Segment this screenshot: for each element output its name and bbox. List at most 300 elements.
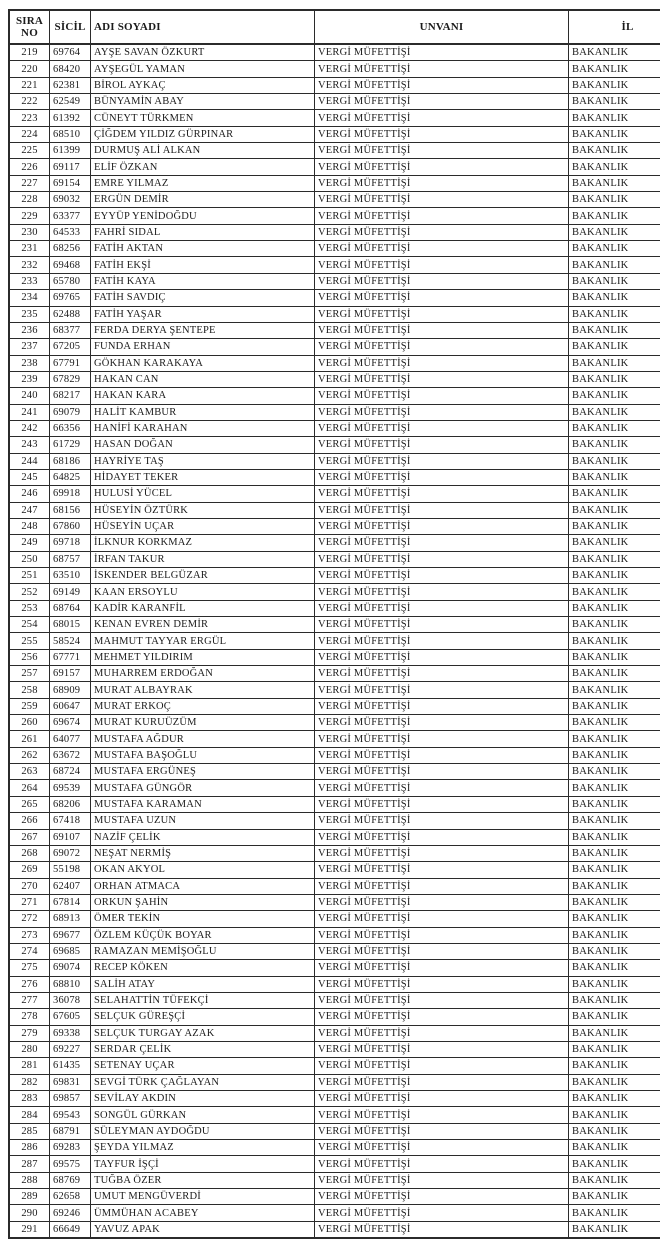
cell-sicil: 36078: [50, 992, 91, 1008]
cell-unvani: VERGİ MÜFETTİŞİ: [315, 747, 569, 763]
cell-il: BAKANLIK: [569, 731, 660, 747]
cell-sira-no: 254: [9, 617, 50, 633]
table-row: [9, 208, 660, 224]
cell-il: BAKANLIK: [569, 1205, 660, 1221]
cell-unvani: VERGİ MÜFETTİŞİ: [315, 911, 569, 927]
table-row: [9, 437, 660, 453]
cell-unvani: VERGİ MÜFETTİŞİ: [315, 568, 569, 584]
cell-sicil: 69718: [50, 535, 91, 551]
table-row: [9, 698, 660, 714]
table-row: [9, 764, 660, 780]
cell-adi-soyadi: FATİH SAVDIÇ: [91, 290, 315, 306]
cell-unvani: VERGİ MÜFETTİŞİ: [315, 780, 569, 796]
table-row: [9, 339, 660, 355]
cell-sira-no: 256: [9, 649, 50, 665]
cell-sira-no: 278: [9, 1009, 50, 1025]
cell-adi-soyadi: AYŞEGÜL YAMAN: [91, 61, 315, 77]
cell-unvani: VERGİ MÜFETTİŞİ: [315, 159, 569, 175]
cell-il: BAKANLIK: [569, 1091, 660, 1107]
cell-sira-no: 238: [9, 355, 50, 371]
table-row: [9, 584, 660, 600]
cell-adi-soyadi: SEVİLAY AKDIN: [91, 1091, 315, 1107]
cell-sicil: 60647: [50, 698, 91, 714]
table-row: [9, 535, 660, 551]
table-row: [9, 1221, 660, 1238]
cell-sicil: 69157: [50, 666, 91, 682]
cell-unvani: VERGİ MÜFETTİŞİ: [315, 371, 569, 387]
personnel-table: [8, 9, 660, 1239]
table-row: [9, 388, 660, 404]
header-il: İL: [569, 10, 660, 44]
cell-adi-soyadi: İLKNUR KORKMAZ: [91, 535, 315, 551]
cell-sira-no: 284: [9, 1107, 50, 1123]
table-row: [9, 224, 660, 240]
cell-sira-no: 273: [9, 927, 50, 943]
cell-unvani: VERGİ MÜFETTİŞİ: [315, 241, 569, 257]
table-row: [9, 257, 660, 273]
cell-unvani: VERGİ MÜFETTİŞİ: [315, 437, 569, 453]
cell-sira-no: 253: [9, 600, 50, 616]
cell-adi-soyadi: RECEP KÖKEN: [91, 960, 315, 976]
table-row: [9, 715, 660, 731]
cell-adi-soyadi: HALİT KAMBUR: [91, 404, 315, 420]
cell-unvani: VERGİ MÜFETTİŞİ: [315, 1091, 569, 1107]
cell-sira-no: 282: [9, 1074, 50, 1090]
table-row: [9, 796, 660, 812]
table-row: [9, 633, 660, 649]
cell-adi-soyadi: MURAT ERKOÇ: [91, 698, 315, 714]
cell-sira-no: 224: [9, 126, 50, 142]
cell-sira-no: 219: [9, 44, 50, 61]
cell-sira-no: 227: [9, 175, 50, 191]
cell-sicil: 64077: [50, 731, 91, 747]
cell-unvani: VERGİ MÜFETTİŞİ: [315, 894, 569, 910]
table-body: [9, 44, 660, 1238]
cell-sicil: 68015: [50, 617, 91, 633]
cell-unvani: VERGİ MÜFETTİŞİ: [315, 682, 569, 698]
table-row: [9, 617, 660, 633]
cell-sicil: 67771: [50, 649, 91, 665]
cell-sicil: 61399: [50, 143, 91, 159]
table-row: [9, 290, 660, 306]
table-row: [9, 1205, 660, 1221]
cell-sicil: 62407: [50, 878, 91, 894]
cell-adi-soyadi: RAMAZAN MEMİŞOĞLU: [91, 943, 315, 959]
cell-adi-soyadi: MUHARREM ERDOĞAN: [91, 666, 315, 682]
cell-sicil: 69074: [50, 960, 91, 976]
cell-sira-no: 232: [9, 257, 50, 273]
cell-il: BAKANLIK: [569, 1172, 660, 1188]
cell-sira-no: 240: [9, 388, 50, 404]
cell-il: BAKANLIK: [569, 208, 660, 224]
cell-sicil: 68256: [50, 241, 91, 257]
cell-sira-no: 289: [9, 1189, 50, 1205]
cell-il: BAKANLIK: [569, 666, 660, 682]
cell-sira-no: 266: [9, 813, 50, 829]
cell-sicil: 61435: [50, 1058, 91, 1074]
cell-unvani: VERGİ MÜFETTİŞİ: [315, 1156, 569, 1172]
cell-il: BAKANLIK: [569, 388, 660, 404]
cell-il: BAKANLIK: [569, 1074, 660, 1090]
cell-unvani: VERGİ MÜFETTİŞİ: [315, 208, 569, 224]
cell-sira-no: 226: [9, 159, 50, 175]
table-row: [9, 731, 660, 747]
cell-unvani: VERGİ MÜFETTİŞİ: [315, 224, 569, 240]
cell-sicil: 62488: [50, 306, 91, 322]
cell-sira-no: 274: [9, 943, 50, 959]
cell-sira-no: 263: [9, 764, 50, 780]
cell-unvani: VERGİ MÜFETTİŞİ: [315, 1025, 569, 1041]
table-row: [9, 911, 660, 927]
table-row: [9, 159, 660, 175]
cell-unvani: VERGİ MÜFETTİŞİ: [315, 420, 569, 436]
cell-unvani: VERGİ MÜFETTİŞİ: [315, 535, 569, 551]
cell-sicil: 69149: [50, 584, 91, 600]
table-header-row: [9, 10, 660, 44]
cell-il: BAKANLIK: [569, 698, 660, 714]
cell-il: BAKANLIK: [569, 764, 660, 780]
cell-il: BAKANLIK: [569, 568, 660, 584]
cell-adi-soyadi: GÖKHAN KARAKAYA: [91, 355, 315, 371]
cell-il: BAKANLIK: [569, 306, 660, 322]
table-row: [9, 747, 660, 763]
cell-adi-soyadi: İRFAN TAKUR: [91, 551, 315, 567]
cell-sicil: 61729: [50, 437, 91, 453]
cell-sicil: 63672: [50, 747, 91, 763]
cell-il: BAKANLIK: [569, 1140, 660, 1156]
cell-unvani: VERGİ MÜFETTİŞİ: [315, 44, 569, 61]
cell-sira-no: 247: [9, 502, 50, 518]
cell-unvani: VERGİ MÜFETTİŞİ: [315, 878, 569, 894]
cell-sicil: 62381: [50, 77, 91, 93]
table-row: [9, 960, 660, 976]
cell-sicil: 68769: [50, 1172, 91, 1188]
cell-sicil: 69575: [50, 1156, 91, 1172]
cell-il: BAKANLIK: [569, 796, 660, 812]
cell-adi-soyadi: SONGÜL GÜRKAN: [91, 1107, 315, 1123]
cell-adi-soyadi: SETENAY UÇAR: [91, 1058, 315, 1074]
cell-il: BAKANLIK: [569, 404, 660, 420]
cell-il: BAKANLIK: [569, 502, 660, 518]
cell-il: BAKANLIK: [569, 584, 660, 600]
cell-adi-soyadi: ŞEYDA YILMAZ: [91, 1140, 315, 1156]
cell-adi-soyadi: SELAHATTİN TÜFEKÇİ: [91, 992, 315, 1008]
cell-unvani: VERGİ MÜFETTİŞİ: [315, 862, 569, 878]
cell-il: BAKANLIK: [569, 273, 660, 289]
cell-sira-no: 245: [9, 469, 50, 485]
table-row: [9, 486, 660, 502]
cell-sira-no: 279: [9, 1025, 50, 1041]
cell-sicil: 69831: [50, 1074, 91, 1090]
cell-unvani: VERGİ MÜFETTİŞİ: [315, 175, 569, 191]
cell-unvani: VERGİ MÜFETTİŞİ: [315, 94, 569, 110]
table-row: [9, 551, 660, 567]
cell-adi-soyadi: MEHMET YILDIRIM: [91, 649, 315, 665]
cell-sira-no: 243: [9, 437, 50, 453]
cell-sicil: 67791: [50, 355, 91, 371]
cell-il: BAKANLIK: [569, 77, 660, 93]
cell-il: BAKANLIK: [569, 535, 660, 551]
cell-sicil: 67418: [50, 813, 91, 829]
cell-il: BAKANLIK: [569, 551, 660, 567]
cell-il: BAKANLIK: [569, 1123, 660, 1139]
cell-adi-soyadi: SERDAR ÇELİK: [91, 1041, 315, 1057]
table-row: [9, 1091, 660, 1107]
cell-sira-no: 235: [9, 306, 50, 322]
table-row: [9, 682, 660, 698]
cell-il: BAKANLIK: [569, 617, 660, 633]
cell-adi-soyadi: AYŞE SAVAN ÖZKURT: [91, 44, 315, 61]
table-row: [9, 61, 660, 77]
table-row: [9, 943, 660, 959]
cell-sicil: 69079: [50, 404, 91, 420]
cell-il: BAKANLIK: [569, 257, 660, 273]
cell-unvani: VERGİ MÜFETTİŞİ: [315, 976, 569, 992]
cell-adi-soyadi: HİDAYET TEKER: [91, 469, 315, 485]
cell-sicil: 69857: [50, 1091, 91, 1107]
cell-adi-soyadi: MUSTAFA UZUN: [91, 813, 315, 829]
table-row: [9, 77, 660, 93]
cell-sicil: 68377: [50, 322, 91, 338]
cell-adi-soyadi: NEŞAT NERMİŞ: [91, 845, 315, 861]
table-row: [9, 306, 660, 322]
cell-unvani: VERGİ MÜFETTİŞİ: [315, 992, 569, 1008]
cell-sicil: 68156: [50, 502, 91, 518]
cell-unvani: VERGİ MÜFETTİŞİ: [315, 943, 569, 959]
cell-adi-soyadi: DURMUŞ ALİ ALKAN: [91, 143, 315, 159]
cell-unvani: VERGİ MÜFETTİŞİ: [315, 960, 569, 976]
cell-sicil: 68186: [50, 453, 91, 469]
cell-il: BAKANLIK: [569, 437, 660, 453]
cell-sicil: 63510: [50, 568, 91, 584]
cell-adi-soyadi: ÇİĞDEM YILDIZ GÜRPINAR: [91, 126, 315, 142]
cell-il: BAKANLIK: [569, 976, 660, 992]
table-row: [9, 1156, 660, 1172]
cell-sira-no: 237: [9, 339, 50, 355]
cell-sira-no: 250: [9, 551, 50, 567]
cell-il: BAKANLIK: [569, 339, 660, 355]
cell-sira-no: 255: [9, 633, 50, 649]
table-row: [9, 1123, 660, 1139]
cell-sicil: 69468: [50, 257, 91, 273]
cell-sira-no: 230: [9, 224, 50, 240]
cell-sicil: 68724: [50, 764, 91, 780]
cell-adi-soyadi: MUSTAFA BAŞOĞLU: [91, 747, 315, 763]
cell-sira-no: 265: [9, 796, 50, 812]
cell-sira-no: 251: [9, 568, 50, 584]
cell-unvani: VERGİ MÜFETTİŞİ: [315, 796, 569, 812]
cell-unvani: VERGİ MÜFETTİŞİ: [315, 698, 569, 714]
cell-il: BAKANLIK: [569, 61, 660, 77]
cell-sicil: 68217: [50, 388, 91, 404]
cell-unvani: VERGİ MÜFETTİŞİ: [315, 715, 569, 731]
cell-sira-no: 275: [9, 960, 50, 976]
cell-sicil: 62658: [50, 1189, 91, 1205]
table-row: [9, 666, 660, 682]
cell-il: BAKANLIK: [569, 927, 660, 943]
cell-sira-no: 288: [9, 1172, 50, 1188]
cell-sira-no: 244: [9, 453, 50, 469]
table-row: [9, 813, 660, 829]
cell-unvani: VERGİ MÜFETTİŞİ: [315, 110, 569, 126]
cell-adi-soyadi: MUSTAFA GÜNGÖR: [91, 780, 315, 796]
cell-sicil: 69117: [50, 159, 91, 175]
cell-sira-no: 239: [9, 371, 50, 387]
cell-adi-soyadi: MUSTAFA ERGÜNEŞ: [91, 764, 315, 780]
cell-sira-no: 291: [9, 1221, 50, 1238]
cell-adi-soyadi: HAKAN KARA: [91, 388, 315, 404]
cell-unvani: VERGİ MÜFETTİŞİ: [315, 77, 569, 93]
cell-unvani: VERGİ MÜFETTİŞİ: [315, 927, 569, 943]
cell-il: BAKANLIK: [569, 453, 660, 469]
table-row: [9, 780, 660, 796]
cell-sicil: 69543: [50, 1107, 91, 1123]
table-header: [9, 10, 660, 44]
cell-adi-soyadi: FERDA DERYA ŞENTEPE: [91, 322, 315, 338]
cell-unvani: VERGİ MÜFETTİŞİ: [315, 126, 569, 142]
cell-sira-no: 249: [9, 535, 50, 551]
cell-il: BAKANLIK: [569, 322, 660, 338]
cell-adi-soyadi: ORHAN ATMACA: [91, 878, 315, 894]
cell-unvani: VERGİ MÜFETTİŞİ: [315, 355, 569, 371]
cell-il: BAKANLIK: [569, 143, 660, 159]
cell-il: BAKANLIK: [569, 862, 660, 878]
table-row: [9, 600, 660, 616]
cell-sira-no: 260: [9, 715, 50, 731]
cell-il: BAKANLIK: [569, 469, 660, 485]
cell-sicil: 68764: [50, 600, 91, 616]
cell-il: BAKANLIK: [569, 1107, 660, 1123]
cell-adi-soyadi: FATİH YAŞAR: [91, 306, 315, 322]
cell-adi-soyadi: BİROL AYKAÇ: [91, 77, 315, 93]
cell-sira-no: 269: [9, 862, 50, 878]
cell-unvani: VERGİ MÜFETTİŞİ: [315, 339, 569, 355]
cell-il: BAKANLIK: [569, 943, 660, 959]
cell-adi-soyadi: SEVGİ TÜRK ÇAĞLAYAN: [91, 1074, 315, 1090]
cell-unvani: VERGİ MÜFETTİŞİ: [315, 584, 569, 600]
table-row: [9, 110, 660, 126]
cell-unvani: VERGİ MÜFETTİŞİ: [315, 306, 569, 322]
cell-adi-soyadi: TUĞBA ÖZER: [91, 1172, 315, 1188]
header-sicil: SİCİL: [50, 10, 91, 44]
table-row: [9, 469, 660, 485]
cell-sicil: 66356: [50, 420, 91, 436]
cell-il: BAKANLIK: [569, 126, 660, 142]
cell-sicil: 69338: [50, 1025, 91, 1041]
table-row: [9, 453, 660, 469]
cell-adi-soyadi: KENAN EVREN DEMİR: [91, 617, 315, 633]
cell-unvani: VERGİ MÜFETTİŞİ: [315, 731, 569, 747]
cell-sicil: 69246: [50, 1205, 91, 1221]
table-row: [9, 241, 660, 257]
table-row: [9, 1107, 660, 1123]
cell-unvani: VERGİ MÜFETTİŞİ: [315, 290, 569, 306]
cell-unvani: VERGİ MÜFETTİŞİ: [315, 1140, 569, 1156]
cell-sira-no: 271: [9, 894, 50, 910]
cell-sira-no: 276: [9, 976, 50, 992]
cell-unvani: VERGİ MÜFETTİŞİ: [315, 1058, 569, 1074]
cell-sicil: 69227: [50, 1041, 91, 1057]
cell-sira-no: 248: [9, 518, 50, 534]
cell-unvani: VERGİ MÜFETTİŞİ: [315, 453, 569, 469]
cell-unvani: VERGİ MÜFETTİŞİ: [315, 551, 569, 567]
cell-sicil: 66649: [50, 1221, 91, 1238]
table-row: [9, 1189, 660, 1205]
cell-il: BAKANLIK: [569, 159, 660, 175]
cell-il: BAKANLIK: [569, 355, 660, 371]
cell-adi-soyadi: MURAT KURUÜZÜM: [91, 715, 315, 731]
cell-sira-no: 262: [9, 747, 50, 763]
cell-adi-soyadi: ELİF ÖZKAN: [91, 159, 315, 175]
cell-adi-soyadi: SÜLEYMAN AYDOĞDU: [91, 1123, 315, 1139]
table-row: [9, 829, 660, 845]
cell-adi-soyadi: UMUT MENGÜVERDİ: [91, 1189, 315, 1205]
cell-sicil: 61392: [50, 110, 91, 126]
table-row: [9, 44, 660, 61]
cell-il: BAKANLIK: [569, 911, 660, 927]
cell-adi-soyadi: İSKENDER BELGÜZAR: [91, 568, 315, 584]
cell-adi-soyadi: SALİH ATAY: [91, 976, 315, 992]
cell-adi-soyadi: ERGÜN DEMİR: [91, 192, 315, 208]
cell-adi-soyadi: KAAN ERSOYLU: [91, 584, 315, 600]
cell-sicil: 64825: [50, 469, 91, 485]
cell-il: BAKANLIK: [569, 633, 660, 649]
cell-adi-soyadi: HANİFİ KARAHAN: [91, 420, 315, 436]
cell-adi-soyadi: HAYRİYE TAŞ: [91, 453, 315, 469]
cell-adi-soyadi: MAHMUT TAYYAR ERGÜL: [91, 633, 315, 649]
cell-adi-soyadi: EMRE YILMAZ: [91, 175, 315, 191]
cell-sira-no: 228: [9, 192, 50, 208]
cell-sicil: 68510: [50, 126, 91, 142]
cell-unvani: VERGİ MÜFETTİŞİ: [315, 388, 569, 404]
cell-il: BAKANLIK: [569, 1058, 660, 1074]
cell-il: BAKANLIK: [569, 1221, 660, 1238]
cell-il: BAKANLIK: [569, 960, 660, 976]
cell-sicil: 67814: [50, 894, 91, 910]
cell-sicil: 69918: [50, 486, 91, 502]
table-row: [9, 1025, 660, 1041]
cell-unvani: VERGİ MÜFETTİŞİ: [315, 1172, 569, 1188]
cell-il: BAKANLIK: [569, 878, 660, 894]
cell-unvani: VERGİ MÜFETTİŞİ: [315, 61, 569, 77]
cell-il: BAKANLIK: [569, 224, 660, 240]
cell-il: BAKANLIK: [569, 290, 660, 306]
cell-sira-no: 223: [9, 110, 50, 126]
cell-unvani: VERGİ MÜFETTİŞİ: [315, 813, 569, 829]
table-row: [9, 992, 660, 1008]
table-row: [9, 649, 660, 665]
cell-unvani: VERGİ MÜFETTİŞİ: [315, 518, 569, 534]
cell-il: BAKANLIK: [569, 845, 660, 861]
table-row: [9, 94, 660, 110]
cell-sira-no: 252: [9, 584, 50, 600]
cell-il: BAKANLIK: [569, 420, 660, 436]
cell-unvani: VERGİ MÜFETTİŞİ: [315, 486, 569, 502]
cell-unvani: VERGİ MÜFETTİŞİ: [315, 1189, 569, 1205]
cell-sira-no: 246: [9, 486, 50, 502]
cell-adi-soyadi: BÜNYAMİN ABAY: [91, 94, 315, 110]
cell-unvani: VERGİ MÜFETTİŞİ: [315, 829, 569, 845]
cell-sira-no: 233: [9, 273, 50, 289]
cell-il: BAKANLIK: [569, 518, 660, 534]
cell-unvani: VERGİ MÜFETTİŞİ: [315, 1107, 569, 1123]
cell-adi-soyadi: FUNDA ERHAN: [91, 339, 315, 355]
table-row: [9, 322, 660, 338]
cell-unvani: VERGİ MÜFETTİŞİ: [315, 764, 569, 780]
cell-adi-soyadi: CÜNEYT TÜRKMEN: [91, 110, 315, 126]
cell-sira-no: 267: [9, 829, 50, 845]
cell-il: BAKANLIK: [569, 780, 660, 796]
